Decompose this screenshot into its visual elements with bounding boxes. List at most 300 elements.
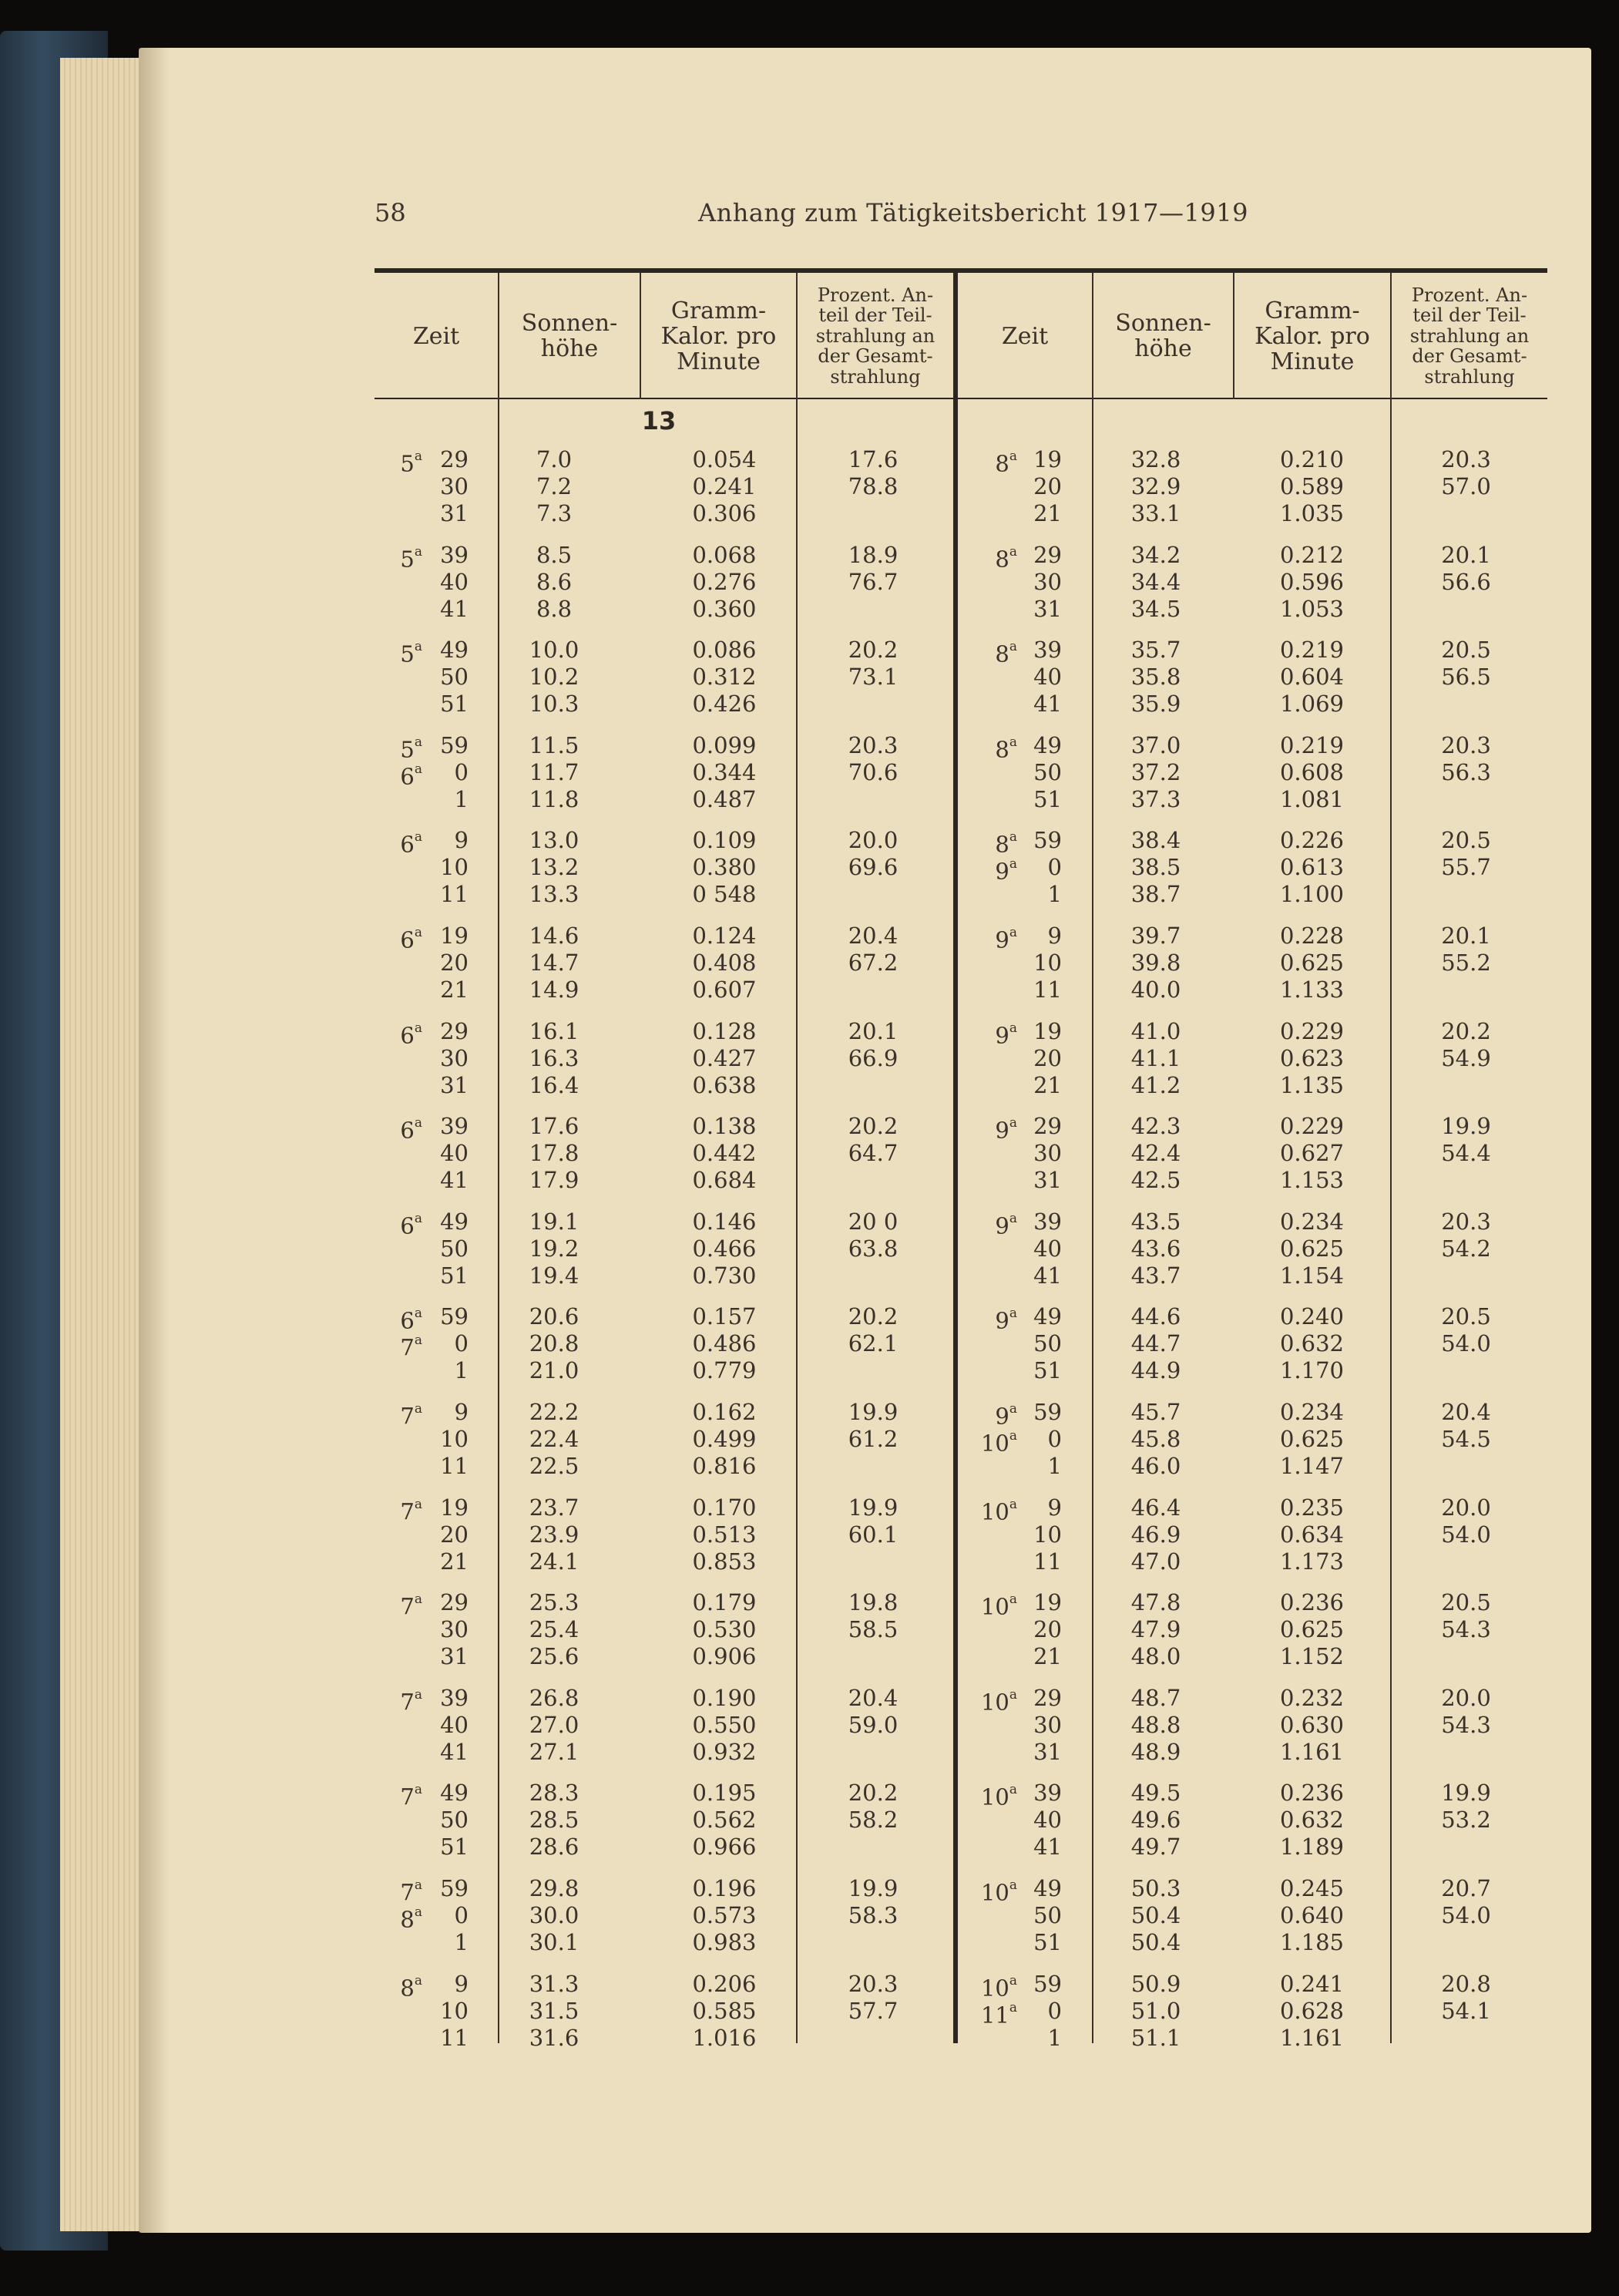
hour-suffix: a (1009, 544, 1017, 560)
cell-minute: 19 (440, 923, 469, 949)
cell-gramm-kalor: 0.241 (1279, 1971, 1345, 1997)
cell-sonnenhoehe: 17.8 (529, 1140, 579, 1166)
cell-minute: 39 (1033, 1209, 1062, 1235)
cell-gramm-kalor: 0.684 (692, 1167, 757, 1193)
cell-gramm-kalor: 0.234 (1279, 1209, 1345, 1235)
cell-hour: 6$^a$ (400, 925, 422, 953)
cell-minute: 41 (440, 1739, 469, 1765)
cell-gramm-kalor: 0 548 (692, 881, 757, 907)
cell-sonnenhoehe: 19.4 (529, 1262, 579, 1289)
hour-suffix: a (414, 1020, 422, 1036)
hour-suffix: a (1009, 829, 1017, 845)
cell-gramm-kalor: 1.173 (1279, 1548, 1345, 1575)
cell-sonnenhoehe: 14.6 (529, 923, 579, 949)
cell-prozent: 76.7 (848, 569, 899, 595)
cell-gramm-kalor: 1.053 (1279, 596, 1345, 622)
cell-gramm-kalor: 0.146 (692, 1209, 757, 1235)
cell-minute: 40 (1033, 664, 1062, 690)
cell-gramm-kalor: 0.983 (692, 1929, 757, 1955)
hour-suffix: a (414, 1115, 422, 1131)
cell-sonnenhoehe: 39.8 (1130, 950, 1181, 976)
cell-gramm-kalor: 0.235 (1279, 1494, 1345, 1521)
cell-prozent: 66.9 (848, 1045, 899, 1071)
header-zeit (958, 274, 1092, 398)
cell-sonnenhoehe: 43.5 (1130, 1209, 1181, 1235)
cell-minute: 31 (1033, 1167, 1062, 1193)
cell-sonnenhoehe: 38.4 (1130, 827, 1181, 853)
cell-prozent: 17.6 (848, 446, 899, 472)
cell-sonnenhoehe: 7.3 (536, 500, 573, 526)
cell-sonnenhoehe: 38.7 (1130, 881, 1181, 907)
cell-minute: 51 (440, 1262, 469, 1289)
header-zeit-text: Zeit (1001, 322, 1049, 350)
cell-prozent: 54.0 (1441, 1521, 1491, 1548)
cell-sonnenhoehe: 23.9 (529, 1521, 579, 1548)
cell-prozent: 57.0 (1441, 473, 1491, 499)
cell-sonnenhoehe: 32.9 (1130, 473, 1181, 499)
header-prozent-line2: teil der Teil- (1412, 304, 1527, 327)
hour-suffix: a (414, 1904, 422, 1920)
cell-prozent: 62.1 (848, 1330, 899, 1356)
cell-prozent: 56.3 (1441, 759, 1491, 785)
table-top-rule (375, 268, 1547, 273)
cell-prozent: 20.8 (1441, 1971, 1491, 1997)
cell-prozent: 58.2 (848, 1807, 899, 1833)
cell-minute: 40 (440, 569, 469, 595)
cell-prozent: 19.9 (848, 1875, 899, 1901)
cell-prozent: 20.3 (1441, 1209, 1491, 1235)
cell-minute: 11 (440, 2025, 469, 2051)
cell-prozent: 20.2 (848, 637, 899, 663)
cell-hour: 9$^a$ (995, 1115, 1017, 1144)
cell-prozent: 70.6 (848, 759, 899, 785)
cell-gramm-kalor: 1.035 (1279, 500, 1345, 526)
cell-sonnenhoehe: 50.3 (1130, 1875, 1181, 1901)
hour-suffix: a (414, 1401, 422, 1417)
cell-minute: 29 (440, 1589, 469, 1615)
cell-hour: 8$^a$ (400, 1973, 422, 2002)
cell-minute: 21 (440, 1548, 469, 1575)
cell-minute: 30 (440, 1045, 469, 1071)
cell-minute: 51 (1033, 1357, 1062, 1383)
cell-hour: 7$^a$ (400, 1592, 422, 1620)
hour-suffix: a (414, 544, 422, 560)
cell-sonnenhoehe: 46.0 (1130, 1453, 1181, 1479)
section-label: 13 (641, 406, 677, 435)
cell-sonnenhoehe: 45.7 (1130, 1399, 1181, 1425)
cell-sonnenhoehe: 41.2 (1130, 1072, 1181, 1098)
cell-hour: 8$^a$ (995, 544, 1017, 573)
cell-sonnenhoehe: 51.1 (1130, 2025, 1181, 2051)
cell-gramm-kalor: 1.100 (1279, 881, 1345, 907)
cell-prozent: 63.8 (848, 1235, 899, 1262)
cell-hour: 8$^a$ (995, 829, 1017, 858)
cell-minute: 0 (1047, 1426, 1062, 1452)
cell-sonnenhoehe: 43.6 (1130, 1235, 1181, 1262)
cell-sonnenhoehe: 30.0 (529, 1902, 579, 1928)
cell-sonnenhoehe: 46.4 (1130, 1494, 1181, 1521)
cell-sonnenhoehe: 42.4 (1130, 1140, 1181, 1166)
cell-minute: 30 (440, 1616, 469, 1642)
cell-sonnenhoehe: 8.6 (536, 569, 573, 595)
cell-sonnenhoehe: 49.6 (1130, 1807, 1181, 1833)
cell-sonnenhoehe: 35.7 (1130, 637, 1181, 663)
cell-prozent: 20.3 (1441, 732, 1491, 758)
cell-prozent: 57.7 (848, 1998, 899, 2024)
cell-hour: 5$^a$ (400, 639, 422, 667)
cell-minute: 1 (454, 1929, 469, 1955)
cell-gramm-kalor: 0.466 (692, 1235, 757, 1262)
hour-suffix: a (414, 829, 422, 845)
cell-hour: 10$^a$ (980, 1687, 1017, 1716)
cell-gramm-kalor: 1.189 (1279, 1834, 1345, 1860)
cell-gramm-kalor: 0.513 (692, 1521, 757, 1548)
cell-sonnenhoehe: 48.8 (1130, 1712, 1181, 1738)
cell-minute: 11 (1033, 977, 1062, 1003)
cell-minute: 39 (440, 542, 469, 568)
cell-minute: 21 (440, 977, 469, 1003)
cell-sonnenhoehe: 21.0 (529, 1357, 579, 1383)
cell-sonnenhoehe: 14.7 (529, 950, 579, 976)
cell-minute: 50 (1033, 1902, 1062, 1928)
cell-minute: 41 (440, 1167, 469, 1193)
cell-gramm-kalor: 0.625 (1279, 1616, 1345, 1642)
cell-prozent: 20.1 (1441, 923, 1491, 949)
cell-gramm-kalor: 1.135 (1279, 1072, 1345, 1098)
cell-minute: 40 (440, 1712, 469, 1738)
cell-hour: 9$^a$ (995, 1020, 1017, 1049)
cell-gramm-kalor: 1.081 (1279, 786, 1345, 812)
cell-prozent: 20.5 (1441, 1589, 1491, 1615)
header-prozent-line2: teil der Teil- (818, 304, 932, 327)
cell-gramm-kalor: 0.906 (692, 1643, 757, 1669)
cell-prozent: 56.5 (1441, 664, 1491, 690)
cell-gramm-kalor: 0.068 (692, 542, 757, 568)
header-gramm-kalor-line2: Kalor. pro (1255, 322, 1370, 350)
cell-minute: 39 (1033, 637, 1062, 663)
cell-minute: 0 (454, 759, 469, 785)
cell-sonnenhoehe: 23.7 (529, 1494, 579, 1521)
cell-prozent: 64.7 (848, 1140, 899, 1166)
cell-gramm-kalor: 0.206 (692, 1971, 757, 1997)
cell-gramm-kalor: 0.426 (692, 691, 757, 717)
cell-sonnenhoehe: 14.9 (529, 977, 579, 1003)
cell-sonnenhoehe: 13.3 (529, 881, 579, 907)
hour-suffix: a (1009, 1401, 1017, 1417)
cell-gramm-kalor: 0.628 (1279, 1998, 1345, 2024)
cell-minute: 31 (440, 1072, 469, 1098)
col-separator (1390, 273, 1392, 2043)
cell-prozent: 54.9 (1441, 1045, 1491, 1071)
cell-sonnenhoehe: 11.8 (529, 786, 579, 812)
header-sonnenhoehe-line1: Sonnen- (1115, 310, 1211, 337)
cell-minute: 49 (1033, 1875, 1062, 1901)
cell-hour: 8$^a$ (995, 735, 1017, 763)
cell-gramm-kalor: 0.306 (692, 500, 757, 526)
cell-minute: 1 (1047, 881, 1062, 907)
cell-gramm-kalor: 1.161 (1279, 2025, 1345, 2051)
cell-sonnenhoehe: 48.9 (1130, 1739, 1181, 1765)
cell-minute: 31 (1033, 596, 1062, 622)
cell-gramm-kalor: 1.016 (692, 2025, 757, 2051)
cell-minute: 1 (1047, 2025, 1062, 2051)
cell-prozent: 20.3 (848, 732, 899, 758)
cell-sonnenhoehe: 31.5 (529, 1998, 579, 2024)
cell-gramm-kalor: 0.226 (1279, 827, 1345, 853)
cell-minute: 1 (454, 1357, 469, 1383)
header-gramm-kalor-line2: Kalor. pro (660, 322, 777, 350)
cell-prozent: 54.4 (1441, 1140, 1491, 1166)
hour-suffix: a (414, 449, 422, 464)
cell-minute: 19 (1033, 1018, 1062, 1044)
cell-prozent: 54.1 (1441, 1998, 1491, 2024)
cell-sonnenhoehe: 47.9 (1130, 1616, 1181, 1642)
cell-minute: 19 (1033, 446, 1062, 472)
hour-suffix: a (1009, 735, 1017, 750)
cell-sonnenhoehe: 51.0 (1130, 1998, 1181, 2024)
cell-sonnenhoehe: 8.8 (536, 596, 573, 622)
cell-sonnenhoehe: 24.1 (529, 1548, 579, 1575)
cell-sonnenhoehe: 25.4 (529, 1616, 579, 1642)
hour-suffix: a (1009, 1428, 1017, 1444)
cell-prozent: 20.7 (1441, 1875, 1491, 1901)
cell-minute: 51 (440, 691, 469, 717)
cell-gramm-kalor: 0.585 (692, 1998, 757, 2024)
cell-gramm-kalor: 0.608 (1279, 759, 1345, 785)
cell-prozent: 67.2 (848, 950, 899, 976)
cell-gramm-kalor: 0.241 (692, 473, 757, 499)
cell-sonnenhoehe: 42.5 (1130, 1167, 1181, 1193)
cell-minute: 31 (440, 1643, 469, 1669)
running-title: Anhang zum Tätigkeitsbericht 1917—1919 (698, 198, 1248, 227)
hour-suffix: a (414, 761, 422, 777)
hour-suffix: a (1009, 1877, 1017, 1893)
cell-minute: 30 (1033, 1712, 1062, 1738)
cell-minute: 59 (1033, 1399, 1062, 1425)
cell-minute: 31 (1033, 1739, 1062, 1765)
cell-minute: 20 (1033, 1045, 1062, 1071)
cell-minute: 11 (1033, 1548, 1062, 1575)
cell-sonnenhoehe: 16.3 (529, 1045, 579, 1071)
cell-gramm-kalor: 0.530 (692, 1616, 757, 1642)
cell-sonnenhoehe: 48.7 (1130, 1685, 1181, 1711)
cell-minute: 59 (440, 1303, 469, 1330)
hour-suffix: a (414, 1877, 422, 1893)
cell-sonnenhoehe: 35.8 (1130, 664, 1181, 690)
cell-hour: 7$^a$ (400, 1877, 422, 1906)
cell-sonnenhoehe: 26.8 (529, 1685, 579, 1711)
header-sonnenhoehe-line1: Sonnen- (521, 310, 618, 337)
cell-sonnenhoehe: 7.0 (536, 446, 573, 472)
cell-prozent: 58.3 (848, 1902, 899, 1928)
cell-sonnenhoehe: 17.9 (529, 1167, 579, 1193)
col-separator (796, 273, 798, 2043)
cell-prozent: 58.5 (848, 1616, 899, 1642)
cell-gramm-kalor: 1.133 (1279, 977, 1345, 1003)
cell-gramm-kalor: 0.630 (1279, 1712, 1345, 1738)
cell-gramm-kalor: 1.147 (1279, 1453, 1345, 1479)
cell-prozent: 20.2 (848, 1303, 899, 1330)
cell-prozent: 54.0 (1441, 1902, 1491, 1928)
cell-sonnenhoehe: 39.7 (1130, 923, 1181, 949)
cell-gramm-kalor: 0.196 (692, 1875, 757, 1901)
cell-sonnenhoehe: 10.2 (529, 664, 579, 690)
cell-sonnenhoehe: 37.2 (1130, 759, 1181, 785)
cell-hour: 10$^a$ (980, 1428, 1017, 1457)
header-sonnenhoehe (499, 274, 640, 398)
cell-prozent: 19.8 (848, 1589, 899, 1615)
cell-gramm-kalor: 0.236 (1279, 1589, 1345, 1615)
cell-gramm-kalor: 0.607 (692, 977, 757, 1003)
hour-suffix: a (414, 1333, 422, 1348)
cell-sonnenhoehe: 48.0 (1130, 1643, 1181, 1669)
cell-hour: 5$^a$ (400, 449, 422, 477)
cell-gramm-kalor: 0.562 (692, 1807, 757, 1833)
hour-suffix: a (414, 1782, 422, 1797)
header-prozent-line5: strahlung (1424, 365, 1515, 388)
cell-gramm-kalor: 0.312 (692, 664, 757, 690)
hour-suffix: a (414, 639, 422, 654)
hour-suffix: a (414, 1497, 422, 1512)
cell-minute: 41 (1033, 1834, 1062, 1860)
cell-prozent: 20.4 (848, 1685, 899, 1711)
cell-gramm-kalor: 0.550 (692, 1712, 757, 1738)
cell-minute: 0 (1047, 854, 1062, 880)
cell-minute: 21 (1033, 500, 1062, 526)
cell-hour: 10$^a$ (980, 1782, 1017, 1810)
cell-minute: 29 (1033, 1685, 1062, 1711)
cell-prozent: 55.7 (1441, 854, 1491, 880)
cell-gramm-kalor: 0.162 (692, 1399, 757, 1425)
cell-minute: 20 (440, 1521, 469, 1548)
header-prozent-line4: der Gesamt- (1412, 345, 1527, 368)
cell-sonnenhoehe: 10.3 (529, 691, 579, 717)
cell-sonnenhoehe: 33.1 (1130, 500, 1181, 526)
table-center-divider (953, 273, 958, 2043)
cell-hour: 6$^a$ (400, 1211, 422, 1239)
cell-sonnenhoehe: 27.1 (529, 1739, 579, 1765)
header-prozent-line1: Prozent. An- (817, 284, 934, 307)
cell-gramm-kalor: 0.427 (692, 1045, 757, 1071)
cell-hour: 6$^a$ (400, 1115, 422, 1144)
col-separator (1092, 273, 1093, 2043)
cell-minute: 19 (440, 1494, 469, 1521)
cell-minute: 30 (1033, 1140, 1062, 1166)
cell-gramm-kalor: 0.232 (1279, 1685, 1345, 1711)
hour-suffix: a (1009, 1782, 1017, 1797)
cell-gramm-kalor: 0.228 (1279, 923, 1345, 949)
cell-minute: 40 (1033, 1235, 1062, 1262)
cell-prozent: 54.0 (1441, 1330, 1491, 1356)
cell-minute: 29 (1033, 1113, 1062, 1139)
cell-sonnenhoehe: 38.5 (1130, 854, 1181, 880)
cell-minute: 59 (440, 1875, 469, 1901)
cell-sonnenhoehe: 16.1 (529, 1018, 579, 1044)
cell-prozent: 20.1 (848, 1018, 899, 1044)
header-sonnenhoehe-line2: höhe (1134, 335, 1192, 362)
cell-sonnenhoehe: 16.4 (529, 1072, 579, 1098)
cell-prozent: 20.4 (1441, 1399, 1491, 1425)
cell-minute: 51 (1033, 786, 1062, 812)
cell-prozent: 20.5 (1441, 637, 1491, 663)
cell-gramm-kalor: 0.442 (692, 1140, 757, 1166)
cell-minute: 40 (1033, 1807, 1062, 1833)
cell-minute: 39 (1033, 1780, 1062, 1806)
cell-hour: 6$^a$ (400, 1020, 422, 1049)
cell-minute: 50 (1033, 1330, 1062, 1356)
cell-sonnenhoehe: 28.5 (529, 1807, 579, 1833)
cell-gramm-kalor: 0.573 (692, 1902, 757, 1928)
cell-sonnenhoehe: 25.6 (529, 1643, 579, 1669)
cell-minute: 51 (1033, 1929, 1062, 1955)
cell-hour: 10$^a$ (980, 1497, 1017, 1525)
hour-suffix: a (414, 925, 422, 940)
cell-gramm-kalor: 0.625 (1279, 1426, 1345, 1452)
cell-gramm-kalor: 0.853 (692, 1548, 757, 1575)
cell-minute: 41 (1033, 1262, 1062, 1289)
cell-minute: 0 (454, 1902, 469, 1928)
cell-minute: 41 (440, 596, 469, 622)
cell-gramm-kalor: 1.152 (1279, 1643, 1345, 1669)
cell-gramm-kalor: 0.195 (692, 1780, 757, 1806)
cell-gramm-kalor: 0.128 (692, 1018, 757, 1044)
hour-suffix: a (1009, 449, 1017, 464)
cell-sonnenhoehe: 22.5 (529, 1453, 579, 1479)
cell-minute: 10 (1033, 950, 1062, 976)
cell-gramm-kalor: 0.623 (1279, 1045, 1345, 1071)
cell-hour: 7$^a$ (400, 1333, 422, 1361)
cell-hour: 7$^a$ (400, 1687, 422, 1716)
cell-hour: 8$^a$ (400, 1904, 422, 1933)
cell-prozent: 20.2 (848, 1113, 899, 1139)
cell-minute: 10 (440, 854, 469, 880)
cell-hour: 10$^a$ (980, 1877, 1017, 1906)
cell-sonnenhoehe: 13.0 (529, 827, 579, 853)
cell-sonnenhoehe: 28.6 (529, 1834, 579, 1860)
cell-prozent: 59.0 (848, 1712, 899, 1738)
col-separator (498, 273, 499, 2043)
cell-gramm-kalor: 0.966 (692, 1834, 757, 1860)
cell-sonnenhoehe: 22.4 (529, 1426, 579, 1452)
cell-sonnenhoehe: 50.9 (1130, 1971, 1181, 1997)
header-gramm-kalor (1234, 274, 1390, 398)
cell-gramm-kalor: 0.219 (1279, 637, 1345, 663)
cell-minute: 30 (1033, 569, 1062, 595)
cell-prozent: 20.3 (848, 1971, 899, 1997)
hour-suffix: a (1009, 1020, 1017, 1036)
cell-minute: 19 (1033, 1589, 1062, 1615)
cell-sonnenhoehe: 44.9 (1130, 1357, 1181, 1383)
cell-gramm-kalor: 1.153 (1279, 1167, 1345, 1193)
cell-hour: 6$^a$ (400, 1306, 422, 1334)
cell-sonnenhoehe: 10.0 (529, 637, 579, 663)
cell-prozent: 20.2 (848, 1780, 899, 1806)
cell-gramm-kalor: 0.190 (692, 1685, 757, 1711)
cell-gramm-kalor: 0.099 (692, 732, 757, 758)
cell-minute: 40 (440, 1140, 469, 1166)
cell-sonnenhoehe: 35.9 (1130, 691, 1181, 717)
cell-sonnenhoehe: 31.6 (529, 2025, 579, 2051)
cell-prozent: 54.3 (1441, 1712, 1491, 1738)
cell-gramm-kalor: 0.627 (1279, 1140, 1345, 1166)
hour-suffix: a (1009, 1687, 1017, 1703)
cell-sonnenhoehe: 40.0 (1130, 977, 1181, 1003)
cell-prozent: 20.2 (1441, 1018, 1491, 1044)
cell-hour: 10$^a$ (980, 1592, 1017, 1620)
cell-gramm-kalor: 0.344 (692, 759, 757, 785)
hour-suffix: a (1009, 2000, 1017, 2015)
header-gramm-kalor-line3: Minute (677, 348, 761, 375)
